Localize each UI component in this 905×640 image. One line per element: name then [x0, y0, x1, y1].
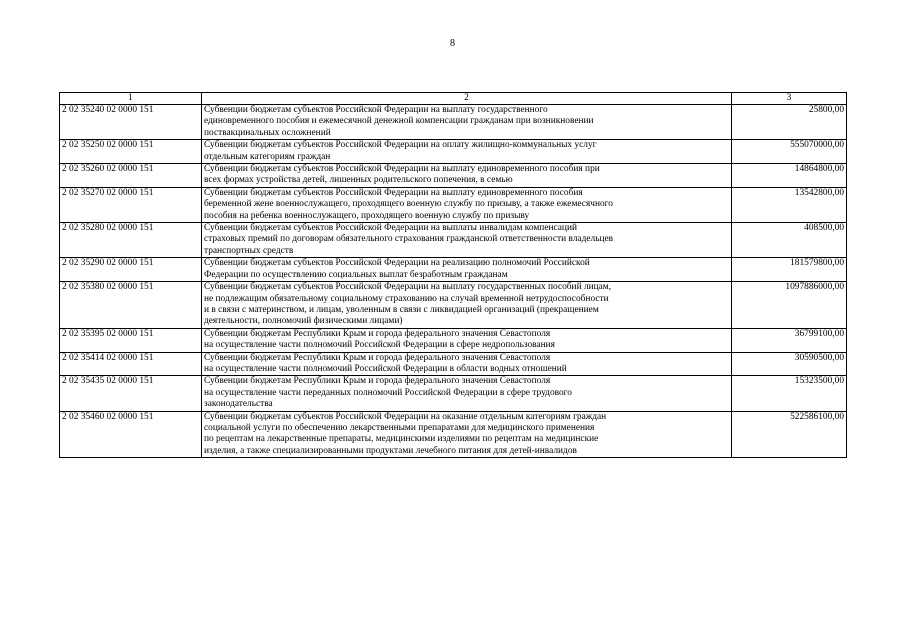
description-cell: Субвенции бюджетам Республики Крым и города федерального значения Севастополя на осуществление части полномочий Российской Федерации в области водных отношений	[202, 352, 732, 376]
budget-code-cell: 2 02 35395 02 0000 151	[60, 328, 202, 352]
description-cell: Субвенции бюджетам Республики Крым и города федерального значения Севастополя на осуществление части полномочий Российской Федерации в сфере недропользования	[202, 328, 732, 352]
amount-cell: 181579800,00	[732, 258, 847, 282]
column-header-2: 2	[202, 93, 732, 105]
table-header-row	[60, 93, 847, 105]
budget-code-cell: 2 02 35280 02 0000 151	[60, 223, 202, 258]
table-row	[60, 105, 847, 140]
description-cell: Субвенции бюджетам субъектов Российской Федерации на выплату государственного единовременного пособия и ежемесячной денежной компенсации гражданам при возникновении поствакцинальных осложнений	[202, 105, 732, 140]
budget-code-cell: 2 02 35270 02 0000 151	[60, 187, 202, 222]
budget-table	[59, 92, 847, 458]
amount-cell: 555070000,00	[732, 140, 847, 164]
table-row	[60, 352, 847, 376]
table-row	[60, 140, 847, 164]
amount-cell: 522586100,00	[732, 411, 847, 458]
description-cell: Субвенции бюджетам субъектов Российской Федерации на оплату жилищно-коммунальных услуг отдельным категориям граждан	[202, 140, 732, 164]
table-row	[60, 258, 847, 282]
description-cell: Субвенции бюджетам субъектов Российской Федерации на выплату государственных пособий лицам, не подлежащим обязательному социальному страхованию на случай временной нетрудоспособности и в связи с материнством, и лицам, уволенным в связи с ликвидацией организаций (прекращением деятельности, полномочий физическими лицами)	[202, 282, 732, 329]
amount-cell: 14864800,00	[732, 164, 847, 188]
column-header-3: 3	[732, 93, 847, 105]
budget-code-cell: 2 02 35260 02 0000 151	[60, 164, 202, 188]
table-row	[60, 164, 847, 188]
description-cell: Субвенции бюджетам субъектов Российской Федерации на выплату единовременного пособия при всех формах устройства детей, лишенных родительского попечения, в семью	[202, 164, 732, 188]
amount-cell: 15323500,00	[732, 376, 847, 411]
budget-code-cell: 2 02 35240 02 0000 151	[60, 105, 202, 140]
amount-cell: 36799100,00	[732, 328, 847, 352]
budget-code-cell: 2 02 35250 02 0000 151	[60, 140, 202, 164]
amount-cell: 1097886000,00	[732, 282, 847, 329]
amount-cell: 30590500,00	[732, 352, 847, 376]
table-row	[60, 223, 847, 258]
amount-cell: 408500,00	[732, 223, 847, 258]
budget-code-cell: 2 02 35460 02 0000 151	[60, 411, 202, 458]
budget-code-cell: 2 02 35290 02 0000 151	[60, 258, 202, 282]
table-row	[60, 411, 847, 458]
budget-code-cell: 2 02 35435 02 0000 151	[60, 376, 202, 411]
budget-code-cell: 2 02 35380 02 0000 151	[60, 282, 202, 329]
page-number: 8	[450, 38, 455, 49]
table-row	[60, 376, 847, 411]
table-row	[60, 187, 847, 222]
column-header-1: 1	[60, 93, 202, 105]
amount-cell: 13542800,00	[732, 187, 847, 222]
table-row	[60, 282, 847, 329]
description-cell: Субвенции бюджетам субъектов Российской Федерации на выплаты инвалидам компенсаций страховых премий по договорам обязательного страхования гражданской ответственности владельцев транспортных средств	[202, 223, 732, 258]
budget-code-cell: 2 02 35414 02 0000 151	[60, 352, 202, 376]
amount-cell: 25800,00	[732, 105, 847, 140]
description-cell: Субвенции бюджетам субъектов Российской Федерации на оказание отдельным категориям граждан социальной услуги по обеспечению лекарственными препаратами для медицинского применения по рецептам на лекарственные препараты, медицинскими изделиями по рецептам на медицинские изделия, а также специализированными продуктами лечебного питания для детей-инвалидов	[202, 411, 732, 458]
description-cell: Субвенции бюджетам субъектов Российской Федерации на реализацию полномочий Российской Федерации по осуществлению социальных выплат безработным гражданам	[202, 258, 732, 282]
description-cell: Субвенции бюджетам субъектов Российской Федерации на выплату единовременного пособия беременной жене военнослужащего, проходящего военную службу по призыву, а также ежемесячного пособия на ребенка военнослужащего, проходящего военную службу по призыву	[202, 187, 732, 222]
table-row	[60, 328, 847, 352]
description-cell: Субвенции бюджетам Республики Крым и города федерального значения Севастополя на осуществление части переданных полномочий Российской Федерации в сфере трудового законодательства	[202, 376, 732, 411]
